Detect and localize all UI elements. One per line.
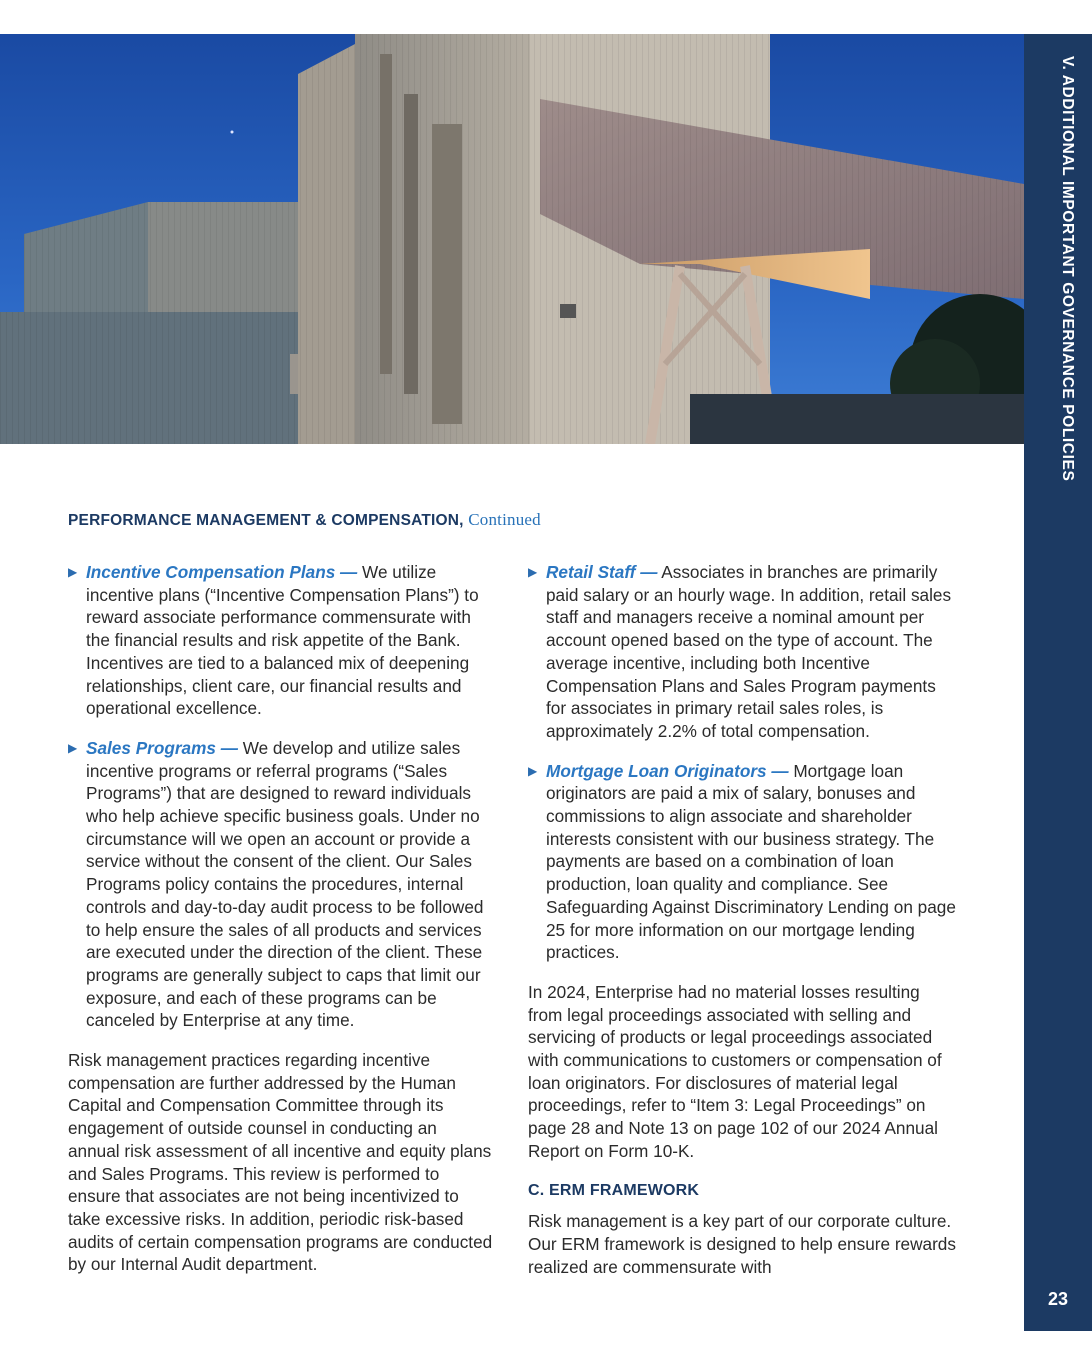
left-column (68, 561, 493, 1293)
bullet-title: Sales Programs — (86, 737, 238, 758)
bullet-text: Mortgage loan originators are paid a mix of salary, bonuses and commissions to align associate and shareholder interests consistent with our business strategy. The payments are based on a combination of loan production, loan quality and compliance. See Safeguarding Against Discriminatory Lending on page 25 for more information on our mortgage lending practices. (546, 760, 956, 963)
bullet-title: Mortgage Loan Originators — (546, 760, 789, 781)
section-heading (68, 510, 541, 530)
triangle-bullet-icon: ▶ (68, 565, 78, 579)
heading-main: PERFORMANCE MANAGEMENT & COMPENSATION, (68, 512, 464, 529)
bullet-incentive-compensation-plans (68, 561, 493, 720)
bullet-sales-programs (68, 737, 493, 1032)
bullet-text: We utilize incentive plans (“Incentive Compensation Plans”) to reward associate performance commensurate with the financial results and risk appetite of the Bank. Incentives are tied to a balanced mix of deepening relationships, client care, our financial results and operational excellence. (86, 562, 479, 719)
bullet-mortgage-loan-originators (528, 760, 956, 964)
bullet-text: Associates in branches are primarily paid salary or an hourly wage. In addition, retail sales staff and managers receive a nominal amount per account opened based on the type of account. The average incentive, including both Incentive Compensation Plans and Sales Program payments for associates in primary retail sales roles, is approximately 2.2% of total compensation. (546, 562, 952, 741)
page-number: 23 (1047, 1289, 1069, 1309)
triangle-bullet-icon: ▶ (528, 763, 538, 778)
erm-framework-heading: C. ERM FRAMEWORK (528, 1181, 700, 1199)
risk-management-paragraph: Risk management practices regarding incentive compensation are further addressed by the Human Capital and Compensation Committee through its engagement of outside counsel in conducting an annual risk assessment of all incentive and equity plans and Sales Programs. This review is performed to ensure that associates are not being incentivized to take excessive risks. In addition, periodic risk-based audits of certain compensation programs are conducted by our Internal Audit department. (68, 1050, 493, 1275)
erm-framework-paragraph: Risk management is a key part of our corporate culture. Our ERM framework is designed to help ensure rewards realized are commensurate with (528, 1211, 956, 1277)
right-column (528, 561, 956, 1295)
triangle-bullet-icon: ▶ (68, 740, 78, 755)
hero-photo-industrial-building (0, 34, 1024, 444)
bullet-retail-staff (528, 561, 956, 743)
legal-proceedings-paragraph: In 2024, Enterprise had no material losses resulting from legal proceedings associated with selling and servicing of products or legal proceedings associated with communications to customers or compensation of loan originators. For disclosures of material legal proceedings, refer to “Item 3: Legal Proceedings” on page 28 and Note 13 on page 102 of our 2024 Annual Report on Form 10-K. (528, 981, 942, 1161)
triangle-bullet-icon: ▶ (528, 565, 538, 579)
bullet-title: Retail Staff — (546, 562, 658, 582)
section-sidebar (1024, 34, 1092, 1331)
bullet-text: We develop and utilize sales incentive programs or referral programs (“Sales Programs”) that are designed to reward individuals who help achieve specific business goals. Under no circumstance will we open an account or provide a service without the consent of the client. Our Sales Programs policy contains the procedures, internal controls and day-to-day audit process to be followed to help ensure the sales of all products and services are executed under the direction of the client. These programs are generally subject to caps that limit our exposure, and each of these programs can be canceled by Enterprise at any time. (86, 737, 484, 1031)
heading-continued: Continued (468, 510, 541, 529)
bullet-title: Incentive Compensation Plans — (86, 562, 358, 582)
section-title: V. ADDITIONAL IMPORTANT GOVERNANCE POLICIES (1059, 56, 1076, 482)
